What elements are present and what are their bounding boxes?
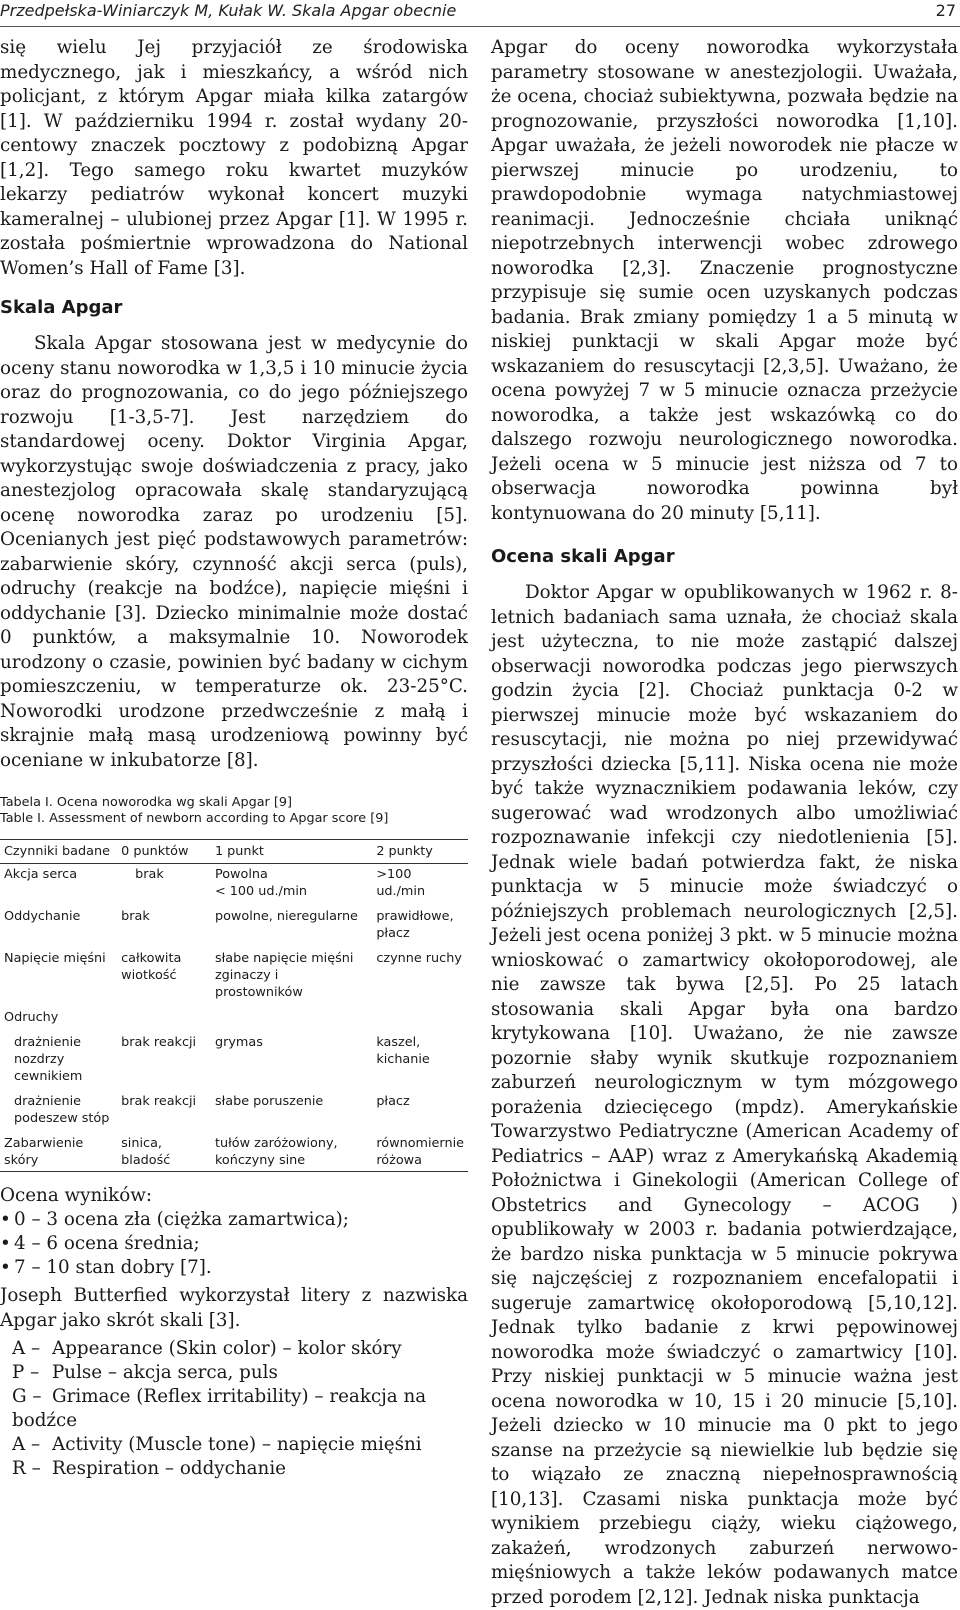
- table-caption-en: Table I. Assessment of newborn according to Apgar score [9]: [0, 811, 389, 826]
- table-header-row: [0, 840, 468, 864]
- acronym-intro: Joseph Butterfied wykorzystał litery z nazwiska Apgar jako skrót skali [3].: [0, 1285, 468, 1331]
- page-number: 27: [935, 1, 956, 20]
- table-row: [0, 1129, 468, 1172]
- section-heading-ocena: Ocena skali Apgar: [491, 546, 675, 567]
- acronym-letter: A –: [12, 1338, 41, 1359]
- body-paragraph: Skala Apgar stosowana jest w medycynie do oceny stanu noworodka w 1,3,5 i 10 minucie życia oraz do prognozowania, co do jego późniejszego rozwoju [1-3,5-7]. Jest narzędziem do standardowej oceny. Doktor Virginia Apgar, wykorzystując swoje doświadczenia z pracy, jako anestezjolog opracowała skalę standaryzującą ocenę noworodka zaraz po urodzeniu [5]. Ocenianych jest pięć podstawowych parametrów: zabarwienie skóry, czynność akcji serca (puls), odruchy (reakcje na bodźce), napięcie mięśni i oddychanie [3]. Dziecko minimalnie może dostać 0 punktów, a maksymalnie 10. Noworodek urodzony o czasie, powinien być badany w cichym pomieszczeniu, w temperaturze ok. 23-25°C. Noworodki urodzone przedwcześnie z małą i skrajnie małą masą urodzeniową powinny być oceniane w inkubatorze [8].: [0, 333, 468, 771]
- table-cell: czynne ruchy: [376, 951, 462, 966]
- list-item: • 0 – 3 ocena zła (ciężka zamartwica);: [0, 1208, 468, 1232]
- table-cell: [117, 1003, 211, 1028]
- acronym-text: Pulse – akcja serca, puls: [52, 1362, 278, 1383]
- table-row: [0, 902, 468, 944]
- table-cell: Oddychanie: [4, 909, 81, 924]
- acronym-letter: A –: [12, 1434, 41, 1455]
- table-cell: sinica, bladość: [121, 1136, 171, 1168]
- table-caption-pl: Tabela I. Ocena noworodka wg skali Apgar [9]: [0, 795, 293, 810]
- acronym-letter: R –: [12, 1458, 41, 1479]
- right-paragraph-1: Apgar do oceny noworodka wykorzystała parametry stosowane w anestezjologii. Uważała, że ocena, chociaż subiektywna, pozwała będzie na prognozowanie, przyszłości noworodka [1,10]. Apgar uważała, że jeżeli noworodek nie płacze w pierwszej minucie po urodzeniu, to prawdopodobnie wymaga natychmiastowej reanimacji. Jednocześnie chciała uniknąć niepotrzebnych interwencji wobec zdrowego noworodka [2,3]. Znaczenie prognostyczne przypisuje się sumie ocen uzyskanych podczas badania. Brak zmiany pomiędzy 1 a 5 minutą w niskiej punktacji w skali Apgar może być wskazaniem do resuscytacji [2,3,5]. Uważano, że ocena powyżej 7 w 5 minucie oznacza przeżycie noworodka, a także jest wskazówką co do dalszego rozwoju neurologicznego noworodka. Jeżeli ocena w 5 minucie jest niższa od 7 to obserwacja noworodka powinna był kontynuowana do 20 minuty [5,11].: [491, 37, 958, 524]
- table-cell: Napięcie mięśni: [4, 951, 106, 966]
- list-item: [0, 1457, 468, 1481]
- list-item: • 7 – 10 stan dobry [7].: [0, 1256, 468, 1280]
- table-cell: Powolna < 100 ud./min: [214, 867, 307, 899]
- table-header-cell: Czynniki badane: [0, 840, 117, 864]
- table-header-cell: 1 punkt: [211, 840, 372, 864]
- table-cell: całkowita wiotkość: [121, 951, 182, 983]
- table-cell: grymas: [214, 1035, 263, 1050]
- list-item: [0, 1361, 468, 1385]
- table-cell: tułów zaróżowiony, kończyny sine: [214, 1136, 338, 1168]
- results-title: Ocena wyników:: [0, 1185, 153, 1206]
- results-list: [0, 1208, 468, 1280]
- table-cell: kaszel, kichanie: [376, 1035, 430, 1067]
- acronym-letter: P –: [12, 1362, 40, 1383]
- table-row: [0, 1003, 468, 1028]
- running-header: [0, 0, 960, 27]
- table-cell: >100 ud./min: [376, 867, 426, 899]
- acronym-text: Activity (Muscle tone) – napięcie mięśni: [52, 1434, 422, 1455]
- acronym-text: Grimace (Reflex irritability) – reakcja na bodźce: [12, 1386, 427, 1431]
- results-section: [0, 1184, 468, 1280]
- table-cell: drażnienie nozdrzy cewnikiem: [14, 1035, 83, 1084]
- section-heading-skala-apgar: Skala Apgar: [0, 297, 123, 318]
- table-cell: Akcja serca: [4, 867, 78, 882]
- table-cell: brak reakcji: [121, 1094, 197, 1109]
- apgar-table: [0, 839, 468, 1172]
- table-header-cell: 2 punkty: [372, 840, 468, 864]
- table-cell: [372, 1003, 468, 1028]
- table-row: [0, 1087, 468, 1129]
- right-paragraph-2: Doktor Apgar w opublikowanych w 1962 r. 8-letnich badaniach sama uznała, że chociaż skala jest użyteczna, to nie może zastąpić dalszej obserwacji noworodka podczas jego pierwszych godzin życia [2]. Chociaż punktacja 0-2 w pierwszej minucie może być wskazaniem do resuscytacji, nie można po niej przewidywać przyszłości dziecka [5,11]. Niska ocena nie może być także wyznacznikiem podawania leków, czy sugerować wad wrodzonych albo umożliwiać rozpoznawanie infekcji czy niedotlenienia [5]. Jednak wiele badań potwierdza fakt, że niska punktacja w 5 minucie może świadczyć o późniejszych problemach neurologicznych [2,5]. Jeżeli jest ocena poniżej 3 pkt. w 5 minucie można wnioskować o zamartwicy okołoporodowej, ale nie zawsze tak bywa [2,5]. Po 25 latach stosowania skali Apgar była ona bardzo krytykowana [10]. Uważano, że nie zawsze pozornie słaby wynik skutkuje rozpoznaniem zaburzeń neurologicznym w tym mózgowego porażenia dziecięcego (mpdz). Amerykańskie Towarzystwo Pediatryczne (American Academy of Pediatrics – AAP) wraz z Amerykańską Akademią Położnictwa i Ginekologii (American College of Obstetrics and Gynecology – ACOG ) opublikowały w 2003 r. badania potwierdzające, że bardzo niska punktacja w 5 minucie pokrywa się najczęściej z rozpoznaniem encefalopatii i sugeruje zamartwicę okołoporodową [5,10,12]. Jednak tylko badanie z krwi pępowinowej noworodka może świadczyć o zamartwicy [10]. Przy niskiej punktacji w 5 minucie ważna jest ocena noworodka w 10, 15 i 20 minucie [5,10]. Jeżeli dziecko w 10 minucie ma 0 pkt to jego szanse na przeżycie są niewielkie lub będzie się to wiązało ze znaczną niepełnosprawnością [10,13]. Czasami niska punktacja może być wynikiem przebiegu ciąży, wieku ciążowego, zakażeń, wrodzonych zaburzeń nerwowo- mięśniowych a także leków podawanych matce przed porodem [2,12]. Jednak niska punktacja: [491, 582, 958, 1608]
- table-header-cell: 0 punktów: [117, 840, 211, 864]
- table-cell: Zabarwienie skóry: [4, 1136, 84, 1168]
- left-column: [0, 36, 468, 1481]
- table-caption: [0, 795, 468, 827]
- table-cell: Odruchy: [4, 1010, 59, 1025]
- table-cell: brak: [121, 909, 150, 924]
- table-row: [0, 864, 468, 903]
- table-cell: słabe poruszenie: [214, 1094, 324, 1109]
- table-cell: słabe napięcie mięśni zginaczy i prostowników: [214, 951, 354, 1000]
- acronym-text: Respiration – oddychanie: [52, 1458, 286, 1479]
- table-cell: drażnienie podeszew stóp: [14, 1094, 110, 1126]
- running-title: Przedpełska-Winiarczyk M, Kułak W. Skala Apgar obecnie: [0, 1, 457, 20]
- list-item: [0, 1433, 468, 1457]
- right-column: [491, 36, 958, 1610]
- list-item: [0, 1337, 468, 1361]
- table-row: [0, 1028, 468, 1087]
- table-cell: brak: [135, 867, 164, 882]
- table-cell: równomiernie różowa: [376, 1136, 464, 1168]
- intro-paragraph: się wielu Jej przyjaciół ze środowiska medycznego, jak i mieszkańcy, a wśród nich policjant, z którym Apgar miała kilka zatargów [1]. W październiku 1994 r. został wydany 20-centowy znaczek pocztowy z podobizną Apgar [1,2]. Tego samego roku kwartet muzyków lekarzy pediatrów wykonał koncert muzyki kameralnej – ulubionej przez Apgar [1]. W 1995 r. została pośmiertnie wprowadzona do National Women’s Hall of Fame [3].: [0, 37, 468, 279]
- table-row: [0, 944, 468, 1003]
- table-cell: prawidłowe, płacz: [376, 909, 454, 941]
- list-item: [0, 1385, 468, 1433]
- table-cell: [211, 1003, 372, 1028]
- list-item: • 4 – 6 ocena średnia;: [0, 1232, 468, 1256]
- acronym-text: Appearance (Skin color) – kolor skóry: [52, 1338, 402, 1359]
- acronym-letter: G –: [12, 1386, 42, 1407]
- table-cell: powolne, nieregularne: [214, 909, 358, 924]
- acronym-list: [0, 1337, 468, 1481]
- table-cell: brak reakcji: [121, 1035, 197, 1050]
- table-cell: płacz: [376, 1094, 410, 1109]
